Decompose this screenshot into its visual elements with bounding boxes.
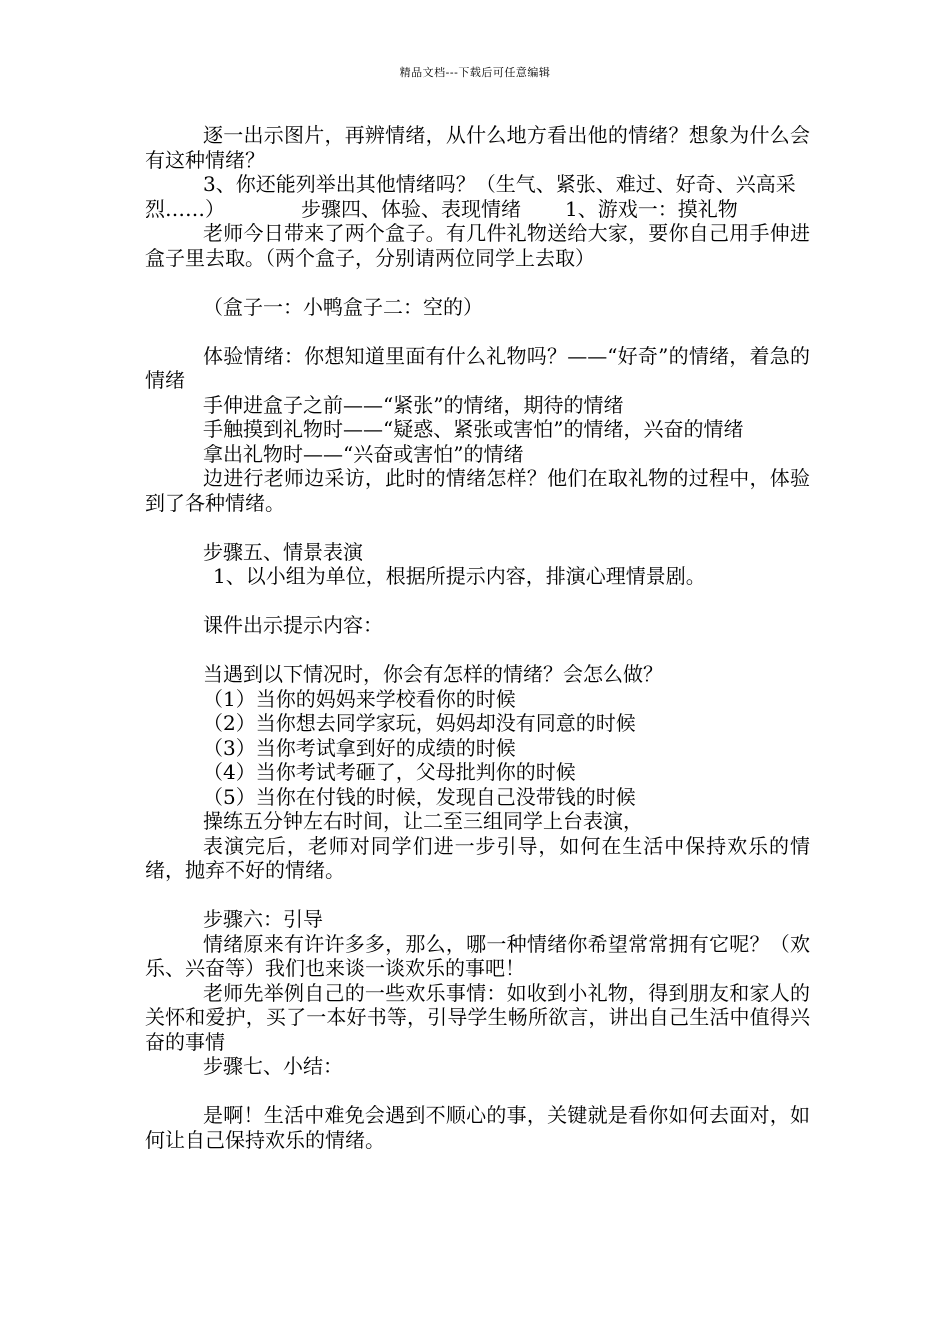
paragraph: 老师今日带来了两个盒子。有几件礼物送给大家，要你自己用手伸进盒子里去取。（两个盒子，分别请两位同学上去取）: [145, 221, 810, 270]
paragraph: 课件出示提示内容：: [203, 613, 383, 637]
paragraph: 逐一出示图片，再辨情绪，从什么地方看出他的情绪？想象为什么会有这种情绪？: [145, 123, 810, 172]
list-item: （2）当你想去同学家玩，妈妈却没有同意的时候: [203, 711, 636, 735]
list-item: （5）当你在付钱的时候，发现自己没带钱的时候: [203, 784, 636, 809]
document-body: [145, 123, 810, 1152]
paragraph: 手伸进盒子之前——“紧张”的情绪，期待的情绪: [203, 392, 624, 417]
list-item: （1）当你的妈妈来学校看你的时候: [203, 686, 516, 711]
paragraph: 老师先举例自己的一些欢乐事情：如收到小礼物，得到朋友和家人的关怀和爱护，买了一本好书等，引导学生畅所欲言，讲出自己生活中值得兴奋的事情: [145, 980, 810, 1054]
paragraph: 情绪原来有许许多多，那么，哪一种情绪你希望常常拥有它呢？（欢乐、兴奋等）我们也来谈一谈欢乐的事吧！: [145, 931, 810, 980]
paragraph: [145, 172, 810, 221]
list-item: （3）当你考试拿到好的成绩的时候: [203, 735, 516, 760]
list-item: 1、以小组为单位，根据所提示内容，排演心理情景剧。: [213, 564, 706, 588]
page-header: 精品文档---下载后可任意编辑: [399, 66, 551, 79]
section-heading: 步骤七、小结：: [203, 1054, 343, 1078]
paragraph: 操练五分钟左右时间，让二至三组同学上台表演，: [203, 809, 643, 833]
paragraph: 是啊！生活中难免会遇到不顺心的事，关键就是看你如何去面对，如何让自己保持欢乐的情绪。: [145, 1103, 810, 1152]
paragraph: 表演完后，老师对同学们进一步引导，如何在生活中保持欢乐的情绪，抛弃不好的情绪。: [145, 833, 810, 882]
paragraph: 拿出礼物时——“兴奋或害怕”的情绪: [203, 441, 524, 466]
paragraph: 边进行老师边采访，此时的情绪怎样？他们在取礼物的过程中，体验到了各种情绪。: [145, 466, 810, 515]
paragraph: 当遇到以下情况时，你会有怎样的情绪？会怎么做？: [203, 662, 663, 686]
list-item: 3、你还能列举出其他情绪吗？（生气、紧张、难过、好奇、兴高采烈……）: [145, 172, 796, 221]
section-heading: 步骤四、体验、表现情绪: [301, 196, 521, 221]
paragraph: （盒子一：小鸭盒子二：空的）: [203, 294, 483, 319]
paragraph: 体验情绪：你想知道里面有什么礼物吗？——“好奇”的情绪，着急的情绪: [145, 343, 810, 392]
list-item: 1、游戏一：摸礼物: [565, 196, 738, 221]
list-item: （4）当你考试考砸了，父母批判你的时候: [203, 760, 576, 784]
section-heading: 步骤六：引导: [203, 907, 323, 931]
paragraph: 手触摸到礼物时——“疑惑、紧张或害怕”的情绪，兴奋的情绪: [203, 417, 744, 441]
section-heading: 步骤五、情景表演: [203, 539, 363, 564]
